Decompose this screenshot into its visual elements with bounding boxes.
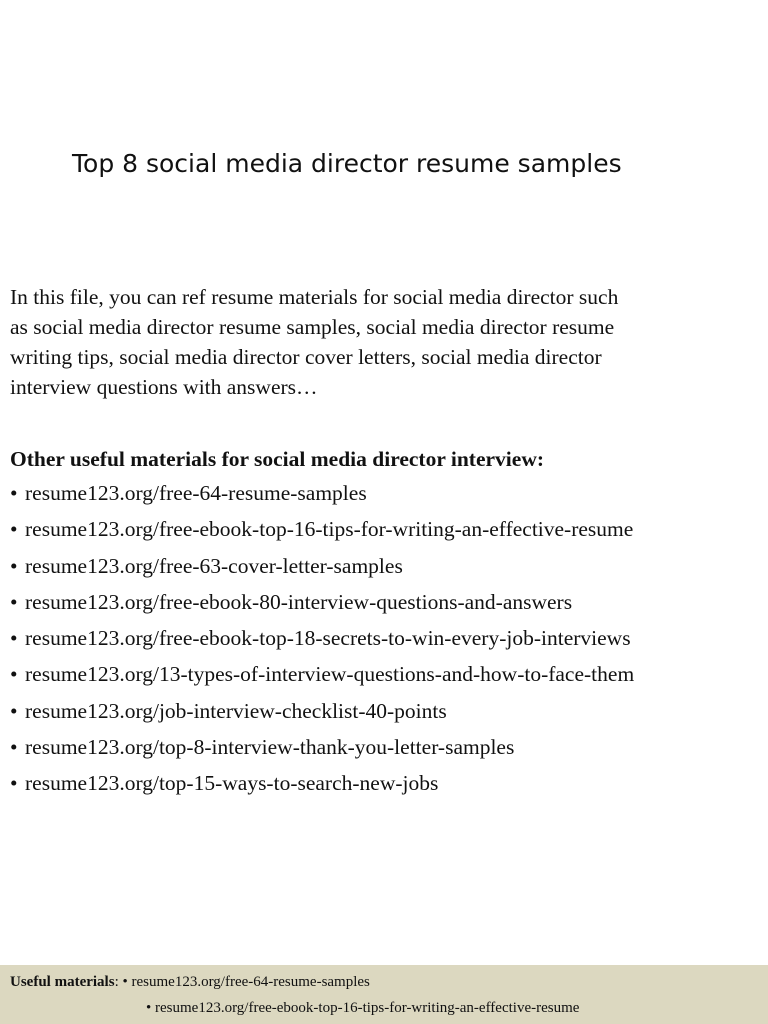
materials-heading: Other useful materials for social media director interview: [10,447,545,471]
intro-paragraph: In this file, you can ref resume materials for social media director such as social media director resume samples, social media director resume writing tips, social media director cover letters, social media director interview questions with answers… [10,285,619,399]
bullet-icon: • [10,662,18,687]
bullet-icon: • [10,626,18,651]
list-item [10,475,760,511]
footer-link[interactable]: resume123.org/free-ebook-top-16-tips-for-writing-an-effective-resume [155,1000,580,1016]
footer-link[interactable]: resume123.org/free-64-resume-samples [131,974,370,990]
bullet-icon: • [10,698,18,723]
bullet-icon: • [146,1000,152,1016]
bullet-icon: • [10,517,18,542]
resource-link[interactable]: resume123.org/top-8-interview-thank-you-letter-samples [25,735,515,760]
list-item [10,656,760,692]
list-item [10,693,760,729]
resource-link[interactable]: resume123.org/free-63-cover-letter-samples [25,553,403,578]
resource-link[interactable]: resume123.org/13-types-of-interview-questions-and-how-to-face-them [25,662,635,687]
resource-link[interactable]: resume123.org/free-ebook-80-interview-questions-and-answers [25,589,573,614]
footer-row [146,998,579,1018]
footer-label: Useful materials [10,974,115,990]
bullet-icon: • [122,974,128,990]
footer-separator: : [114,974,123,990]
resource-link[interactable]: resume123.org/free-ebook-top-16-tips-for-writing-an-effective-resume [25,517,634,542]
bullet-icon: • [10,553,18,578]
list-item [10,729,760,765]
materials-section [10,443,760,802]
bullet-icon: • [10,771,18,796]
bullet-icon: • [10,589,18,614]
bullet-icon: • [10,481,18,505]
resource-link[interactable]: resume123.org/top-15-ways-to-search-new-jobs [25,771,439,796]
list-item [10,765,760,801]
resource-link[interactable]: resume123.org/free-ebook-top-18-secrets-to-win-every-job-interviews [25,626,631,651]
footer-row [10,972,370,992]
resource-link[interactable]: resume123.org/free-64-resume-samples [25,481,367,505]
list-item [10,620,760,656]
bullet-icon: • [10,735,18,760]
list-item [10,584,760,620]
footer-bar [0,965,768,1024]
list-item [10,511,760,547]
page-title: Top 8 social media director resume samples [72,149,622,178]
materials-link-list [10,475,760,802]
resource-link[interactable]: resume123.org/job-interview-checklist-40-points [25,698,447,723]
list-item [10,548,760,584]
